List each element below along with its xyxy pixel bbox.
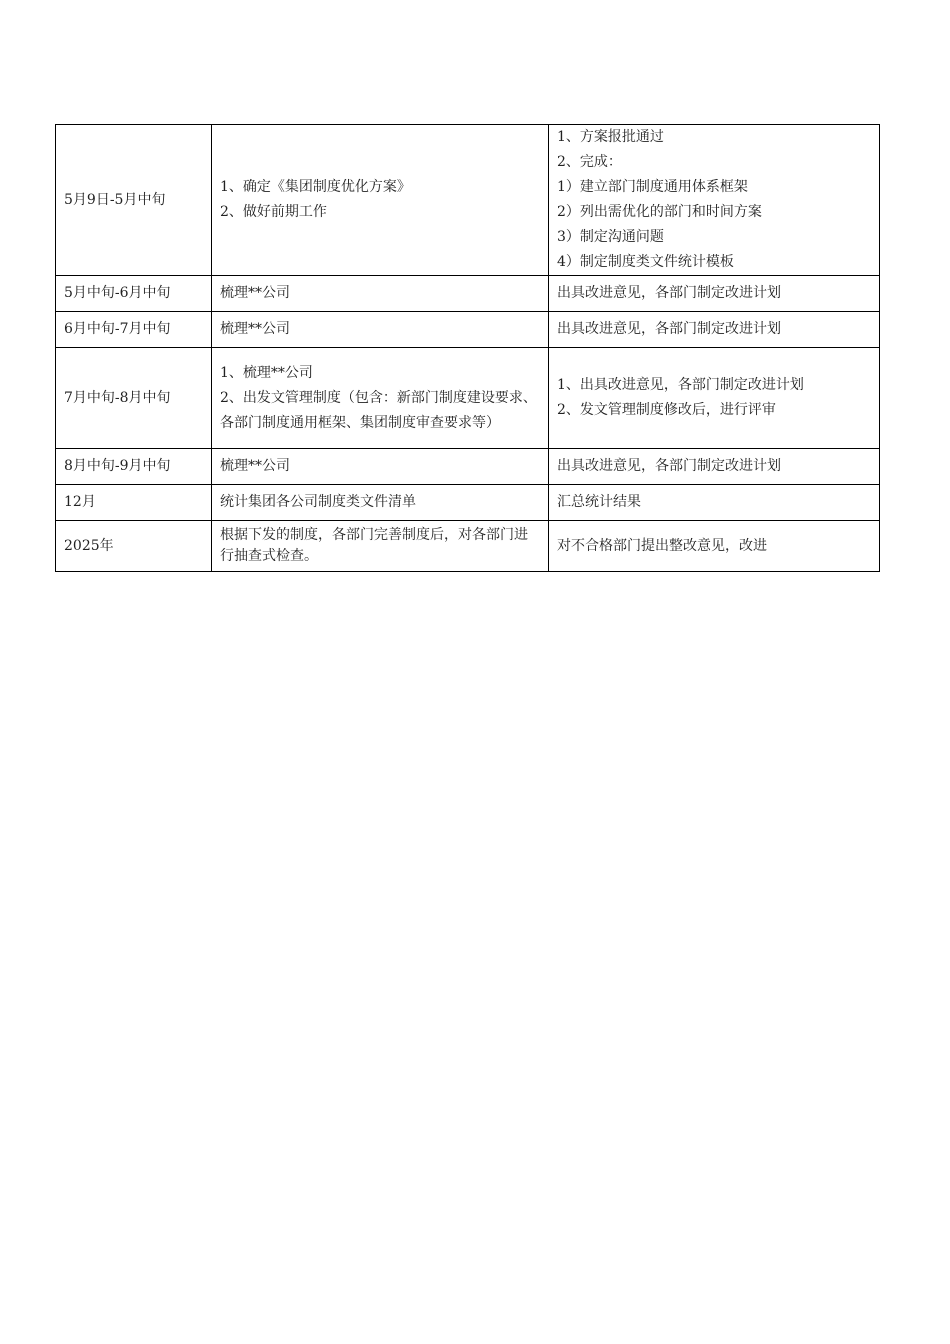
period-text: 5月9日-5月中旬 <box>64 191 166 208</box>
task-line: 梳理**公司 <box>220 321 290 337</box>
result-line: 出具改进意见，各部门制定改进计划 <box>557 321 781 337</box>
period-text: 12月 <box>64 494 96 510</box>
task-cell <box>212 125 549 276</box>
result-line: 2、发文管理制度修改后，进行评审 <box>557 402 776 418</box>
period-text: 8月中旬-9月中旬 <box>64 458 171 474</box>
task-line: 2、出发文管理制度（包含：新部门制度建设要求、各部门制度通用框架、集团制度审查要求等） <box>220 389 537 431</box>
result-cell <box>549 125 880 276</box>
result-line: 2）列出需优化的部门和时间方案 <box>557 204 762 220</box>
result-line: 2、完成： <box>557 154 622 170</box>
schedule-table <box>55 124 880 572</box>
result-cell <box>549 312 880 348</box>
period-cell <box>56 449 212 485</box>
table-row <box>56 348 880 449</box>
task-line: 2、做好前期工作 <box>220 204 327 220</box>
period-cell <box>56 348 212 449</box>
result-line: 汇总统计结果 <box>557 494 641 510</box>
result-cell <box>549 521 880 572</box>
result-cell <box>549 276 880 312</box>
task-cell <box>212 348 549 449</box>
result-cell <box>549 449 880 485</box>
result-line: 出具改进意见，各部门制定改进计划 <box>557 285 781 301</box>
task-line: 统计集团各公司制度类文件清单 <box>220 494 416 510</box>
table-row <box>56 449 880 485</box>
result-cell <box>549 348 880 449</box>
table-row <box>56 312 880 348</box>
table-row <box>56 125 880 276</box>
period-text: 5月中旬-6月中旬 <box>64 285 171 301</box>
result-line: 1、方案报批通过 <box>557 129 664 145</box>
task-cell <box>212 521 549 572</box>
task-line: 根据下发的制度，各部门完善制度后，对各部门进行抽查式检查。 <box>220 527 528 564</box>
result-line: 1、出具改进意见，各部门制定改进计划 <box>557 377 804 393</box>
task-line: 梳理**公司 <box>220 458 290 474</box>
result-line: 3）制定沟通问题 <box>557 229 664 245</box>
task-line: 1、梳理**公司 <box>220 364 313 381</box>
period-cell <box>56 125 212 276</box>
table-row <box>56 521 880 572</box>
period-cell <box>56 312 212 348</box>
result-line: 出具改进意见，各部门制定改进计划 <box>557 458 781 474</box>
table-row <box>56 485 880 521</box>
period-cell <box>56 521 212 572</box>
period-text: 6月中旬-7月中旬 <box>64 321 171 337</box>
result-cell <box>549 485 880 521</box>
task-line: 1、确定《集团制度优化方案》 <box>220 179 411 195</box>
task-cell <box>212 276 549 312</box>
task-cell <box>212 312 549 348</box>
period-cell <box>56 276 212 312</box>
result-line: 对不合格部门提出整改意见，改进 <box>557 537 767 554</box>
period-cell <box>56 485 212 521</box>
task-cell <box>212 449 549 485</box>
period-text: 2025年 <box>64 537 114 554</box>
task-cell <box>212 485 549 521</box>
period-text: 7月中旬-8月中旬 <box>64 389 171 406</box>
task-line: 梳理**公司 <box>220 285 290 301</box>
result-line: 1）建立部门制度通用体系框架 <box>557 179 748 195</box>
table-row <box>56 276 880 312</box>
result-line: 4）制定制度类文件统计模板 <box>557 254 734 270</box>
